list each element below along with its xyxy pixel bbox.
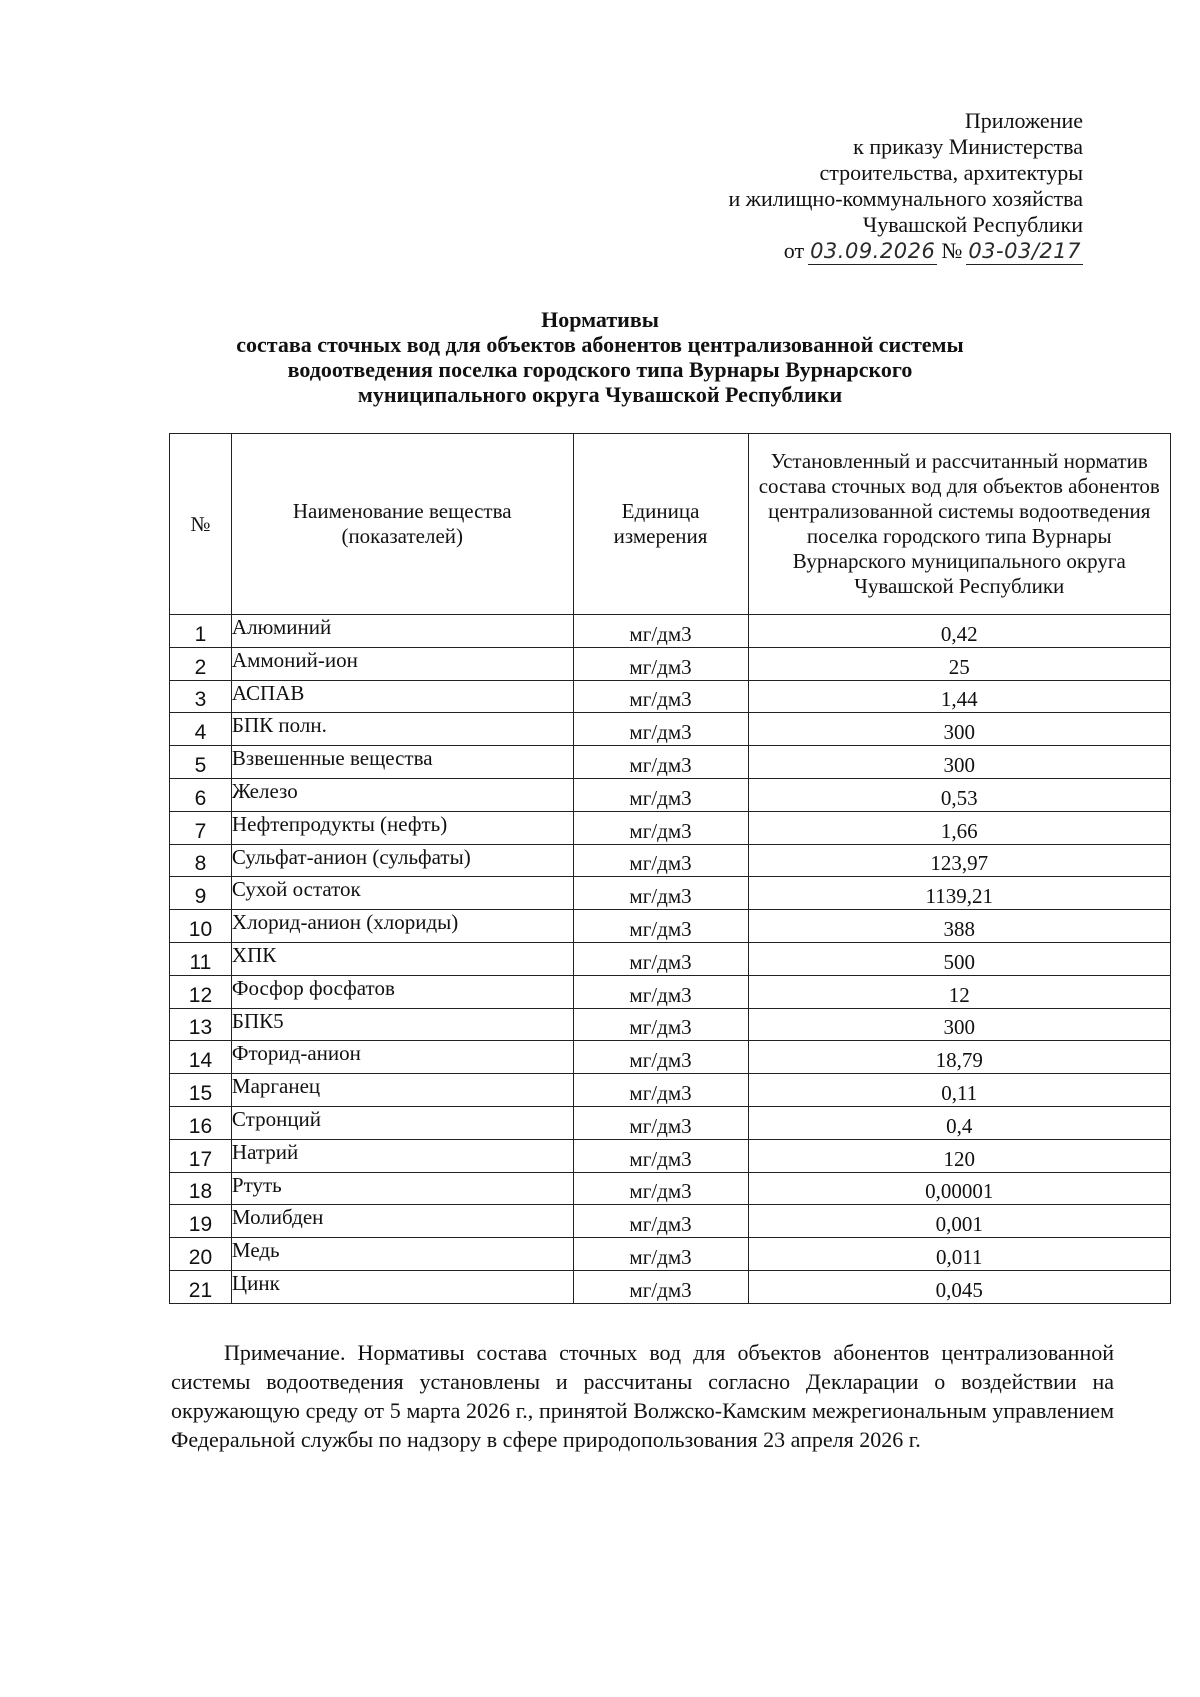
row-number: 3 xyxy=(170,680,232,713)
table-row xyxy=(170,1172,1171,1205)
unit-of-measure: мг/дм3 xyxy=(573,844,748,877)
substance-name: Железо xyxy=(231,778,573,811)
substance-name: Нефтепродукты (нефть) xyxy=(231,811,573,844)
unit-of-measure: мг/дм3 xyxy=(573,1270,748,1303)
norm-value: 120 xyxy=(748,1139,1171,1172)
unit-of-measure: мг/дм3 xyxy=(573,746,748,779)
appendix-ministry-line-2: и жилищно-коммунального хозяйства xyxy=(728,186,1083,211)
row-number: 16 xyxy=(170,1106,232,1139)
norm-value: 0,00001 xyxy=(748,1172,1171,1205)
appendix-republic: Чувашской Республики xyxy=(862,212,1083,237)
unit-of-measure: мг/дм3 xyxy=(573,1041,748,1074)
table-row xyxy=(170,1205,1171,1238)
title-line-1: Нормативы xyxy=(541,307,659,332)
substance-name: Фосфор фосфатов xyxy=(231,975,573,1008)
unit-of-measure: мг/дм3 xyxy=(573,975,748,1008)
norm-value: 12 xyxy=(748,975,1171,1008)
order-date: 03.09.2026 xyxy=(810,239,936,263)
row-number: 18 xyxy=(170,1172,232,1205)
norm-value: 500 xyxy=(748,942,1171,975)
table-row xyxy=(170,910,1171,943)
table-row xyxy=(170,975,1171,1008)
substance-name: АСПАВ xyxy=(231,680,573,713)
header-unit: Единица измерения xyxy=(573,434,748,615)
row-number: 2 xyxy=(170,647,232,680)
table-row xyxy=(170,615,1171,648)
norm-value: 300 xyxy=(748,746,1171,779)
number-label: № xyxy=(941,238,963,263)
substance-name: Сухой остаток xyxy=(231,877,573,910)
unit-of-measure: мг/дм3 xyxy=(573,1172,748,1205)
substance-name: Марганец xyxy=(231,1074,573,1107)
norm-value: 0,045 xyxy=(748,1270,1171,1303)
substance-name: Цинк xyxy=(231,1270,573,1303)
title-line-2: состава сточных вод для объектов абонентов централизованной системы xyxy=(236,332,964,357)
appendix-order-ref: к приказу Министерства xyxy=(853,134,1083,159)
row-number: 15 xyxy=(170,1074,232,1107)
substance-name: Аммоний-ион xyxy=(231,647,573,680)
title-line-3: водоотведения поселка городского типа Вурнары Вурнарского xyxy=(287,357,913,382)
table-row xyxy=(170,680,1171,713)
table-header-row xyxy=(170,434,1171,615)
row-number: 5 xyxy=(170,746,232,779)
substance-name: Стронций xyxy=(231,1106,573,1139)
table-row xyxy=(170,746,1171,779)
norm-value: 388 xyxy=(748,910,1171,943)
substance-name: Алюминий xyxy=(231,615,573,648)
table-row xyxy=(170,1270,1171,1303)
norm-value: 123,97 xyxy=(748,844,1171,877)
header-num: № xyxy=(170,434,232,615)
substance-name: Натрий xyxy=(231,1139,573,1172)
table-row xyxy=(170,811,1171,844)
row-number: 9 xyxy=(170,877,232,910)
norm-value: 18,79 xyxy=(748,1041,1171,1074)
row-number: 6 xyxy=(170,778,232,811)
unit-of-measure: мг/дм3 xyxy=(573,713,748,746)
substance-name: БПК5 xyxy=(231,1008,573,1041)
norm-value: 1,44 xyxy=(748,680,1171,713)
row-number: 17 xyxy=(170,1139,232,1172)
unit-of-measure: мг/дм3 xyxy=(573,811,748,844)
header-value: Установленный и рассчитанный норматив состава сточных вод для объектов абонентов централизованной системы водоотведения поселка городского типа Вурнары Вурнарского муниципального округа Чувашской Республики xyxy=(748,434,1171,615)
norm-value: 1139,21 xyxy=(748,877,1171,910)
substance-name: Взвешенные вещества xyxy=(231,746,573,779)
row-number: 7 xyxy=(170,811,232,844)
table-row xyxy=(170,778,1171,811)
unit-of-measure: мг/дм3 xyxy=(573,615,748,648)
substance-name: БПК полн. xyxy=(231,713,573,746)
table-row xyxy=(170,1139,1171,1172)
header-name: Наименование вещества (показателей) xyxy=(231,434,573,615)
substance-name: Хлорид-анион (хлориды) xyxy=(231,910,573,943)
table-row xyxy=(170,1074,1171,1107)
norm-value: 0,001 xyxy=(748,1205,1171,1238)
note-paragraph: Примечание. Нормативы состава сточных вод для объектов абонентов централизованной системы водоотведения установлены и рассчитаны согласно Декларации о воздействии на окружающую среду от 5 марта 2026 г., принятой Волжско-Камским межрегиональным управлением Федеральной службы по надзору в сфере природопользования 23 апреля 2026 г. xyxy=(171,1340,1114,1452)
substance-name: Медь xyxy=(231,1238,573,1271)
norm-value: 300 xyxy=(748,713,1171,746)
table-row xyxy=(170,1008,1171,1041)
substance-name: ХПК xyxy=(231,942,573,975)
unit-of-measure: мг/дм3 xyxy=(573,1238,748,1271)
unit-of-measure: мг/дм3 xyxy=(573,1205,748,1238)
table-row xyxy=(170,647,1171,680)
unit-of-measure: мг/дм3 xyxy=(573,1008,748,1041)
unit-of-measure: мг/дм3 xyxy=(573,1106,748,1139)
norm-value: 0,4 xyxy=(748,1106,1171,1139)
unit-of-measure: мг/дм3 xyxy=(573,877,748,910)
unit-of-measure: мг/дм3 xyxy=(573,910,748,943)
norm-value: 0,011 xyxy=(748,1238,1171,1271)
row-number: 14 xyxy=(170,1041,232,1074)
row-number: 1 xyxy=(170,615,232,648)
unit-of-measure: мг/дм3 xyxy=(573,778,748,811)
order-number: 03-03/217 xyxy=(968,239,1081,263)
title-line-4: муниципального округа Чувашской Республики xyxy=(357,382,843,407)
norm-value: 1,66 xyxy=(748,811,1171,844)
table-row xyxy=(170,1041,1171,1074)
norm-value: 0,53 xyxy=(748,778,1171,811)
norm-value: 0,42 xyxy=(748,615,1171,648)
row-number: 8 xyxy=(170,844,232,877)
row-number: 20 xyxy=(170,1238,232,1271)
norm-value: 300 xyxy=(748,1008,1171,1041)
row-number: 13 xyxy=(170,1008,232,1041)
appendix-ministry-line: строительства, архитектуры xyxy=(819,160,1083,185)
table-row xyxy=(170,942,1171,975)
row-number: 11 xyxy=(170,942,232,975)
table-row xyxy=(170,1106,1171,1139)
unit-of-measure: мг/дм3 xyxy=(573,942,748,975)
unit-of-measure: мг/дм3 xyxy=(573,647,748,680)
substance-name: Молибден xyxy=(231,1205,573,1238)
document-title xyxy=(150,307,1050,407)
table-row xyxy=(170,1238,1171,1271)
order-date-number xyxy=(784,238,1083,265)
unit-of-measure: мг/дм3 xyxy=(573,1074,748,1107)
norm-value: 0,11 xyxy=(748,1074,1171,1107)
row-number: 10 xyxy=(170,910,232,943)
row-number: 12 xyxy=(170,975,232,1008)
substance-name: Сульфат-анион (сульфаты) xyxy=(231,844,573,877)
norms-table xyxy=(169,433,1171,1304)
appendix-title: Приложение xyxy=(964,108,1083,133)
row-number: 4 xyxy=(170,713,232,746)
substance-name: Фторид-анион xyxy=(231,1041,573,1074)
substance-name: Ртуть xyxy=(231,1172,573,1205)
row-number: 21 xyxy=(170,1270,232,1303)
from-label: от xyxy=(783,238,805,263)
unit-of-measure: мг/дм3 xyxy=(573,680,748,713)
row-number: 19 xyxy=(170,1205,232,1238)
table-row xyxy=(170,877,1171,910)
appendix-block xyxy=(728,108,1083,265)
unit-of-measure: мг/дм3 xyxy=(573,1139,748,1172)
norm-value: 25 xyxy=(748,647,1171,680)
table-row xyxy=(170,713,1171,746)
table-row xyxy=(170,844,1171,877)
